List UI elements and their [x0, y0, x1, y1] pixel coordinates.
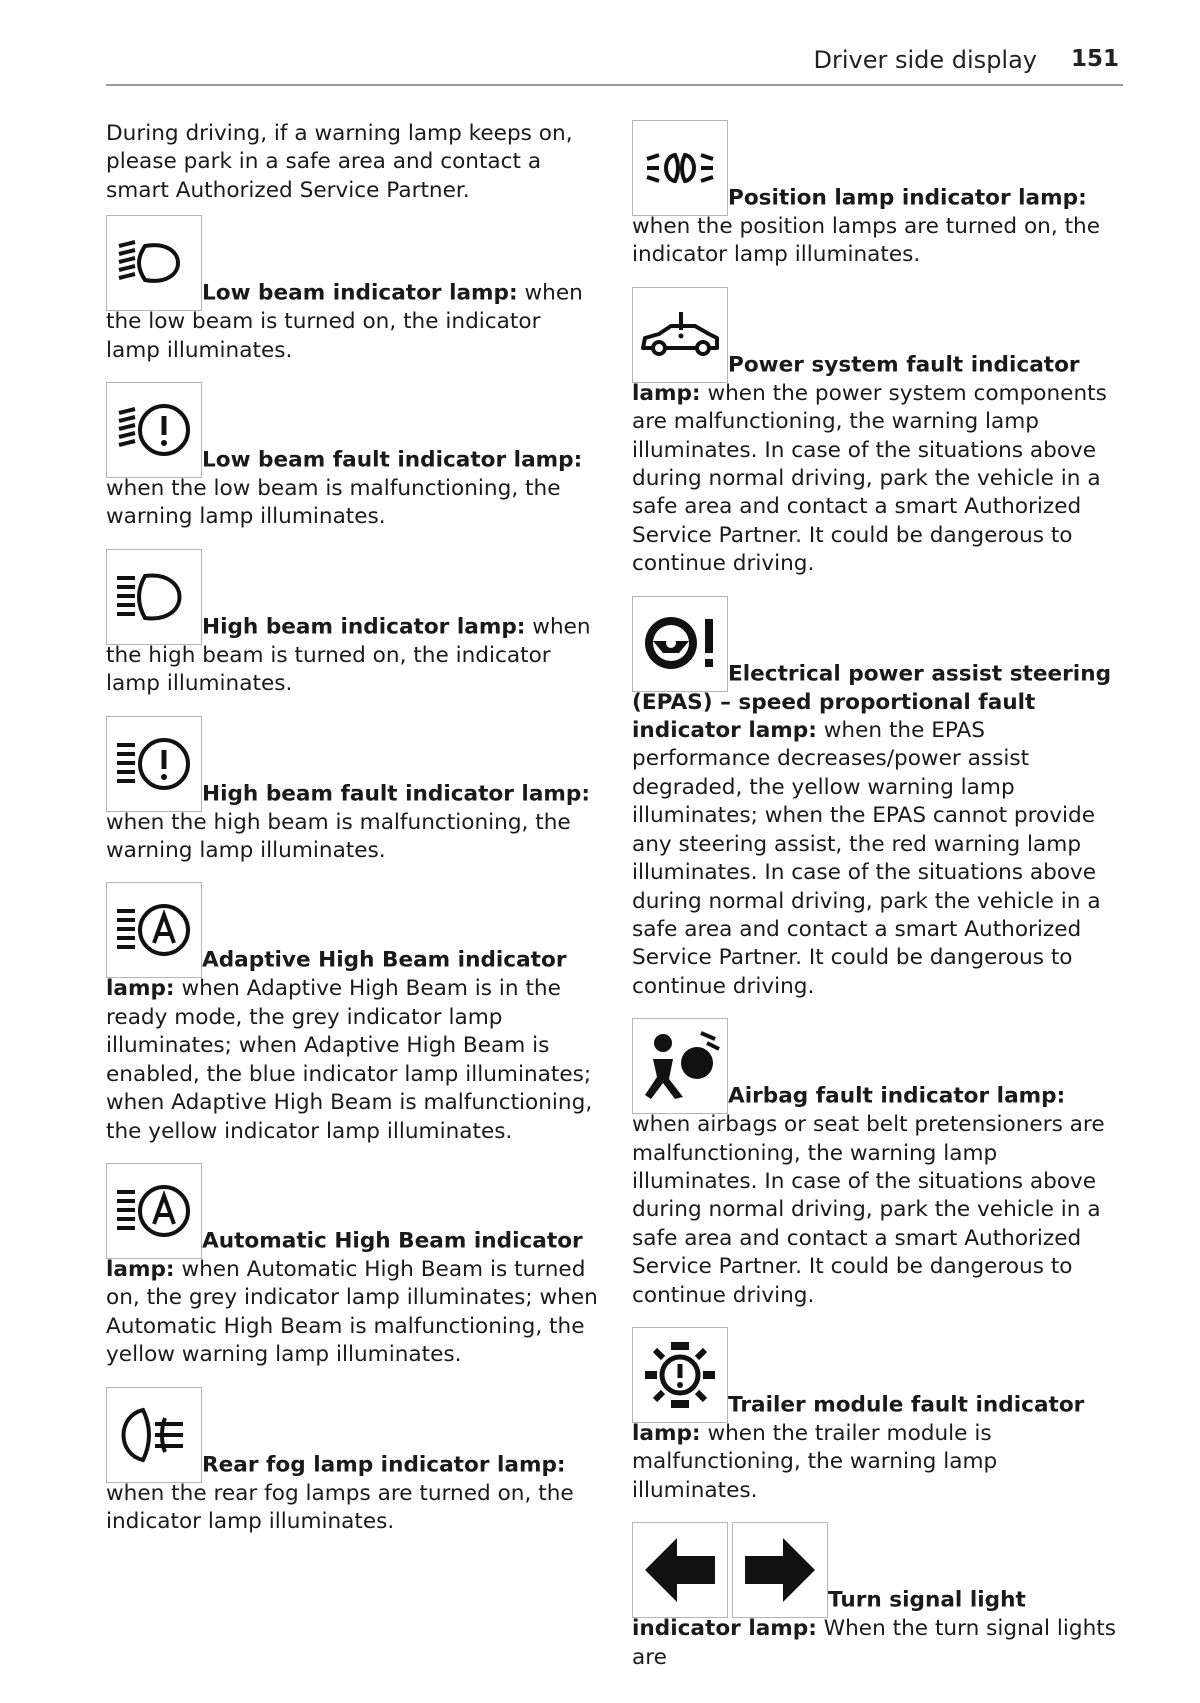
- entry-trailer-module-fault: [632, 1327, 1127, 1505]
- entry-body: when the power system components are malfunctioning, the warning lamp illuminates. In case of the situations above during normal driving, park the vehicle in a safe area and contact a smart Authorized Service Partner. It could be dangerous to continue driving.: [632, 380, 1107, 577]
- entry-body: when the rear fog lamps are turned on, the indicator lamp illuminates.: [106, 1480, 574, 1534]
- rear-fog-lamp-icon: [106, 1387, 202, 1483]
- trailer-module-fault-icon: [632, 1327, 728, 1423]
- entry-title: Airbag fault indicator lamp:: [728, 1083, 1066, 1109]
- epas-fault-icon: [632, 596, 728, 692]
- entry-position-lamp: [632, 120, 1127, 270]
- entry-epas-fault: [632, 596, 1127, 1001]
- entry-power-system-fault: [632, 287, 1127, 579]
- low-beam-fault-icon: [106, 382, 202, 478]
- entry-turn-signal: [632, 1522, 1127, 1672]
- entry-body: when airbags or seat belt pretensioners are malfunctioning, the warning lamp illuminates. In case of the situations above during normal driving, park the vehicle in a safe area and contact a smart Authorized Service Partner. It could be dangerous to continue driving.: [632, 1112, 1105, 1308]
- entry-body: when the high beam is turned on, the indicator lamp illuminates.: [106, 614, 591, 697]
- entry-body: when the EPAS performance decreases/power assist degraded, the yellow warning lamp illuminates; when the EPAS cannot provide any steering assist, the red warning lamp illuminates. In case of the situations above during normal driving, park the vehicle in a safe area and contact a smart Authorized Service Partner. It could be dangerous to continue driving.: [632, 718, 1101, 999]
- entry-body: when the low beam is malfunctioning, the warning lamp illuminates.: [106, 476, 561, 530]
- entry-title: Adaptive High Beam indicator lamp:: [106, 948, 567, 1002]
- entry-high-beam: [106, 549, 601, 699]
- turn-left-arrow-icon: [632, 1522, 728, 1618]
- entry-low-beam: [106, 215, 601, 365]
- entry-title: Turn signal light indicator lamp:: [632, 1587, 1026, 1642]
- entry-airbag-fault: [632, 1018, 1127, 1310]
- entry-automatic-high-beam: [106, 1163, 601, 1370]
- page-header: [106, 44, 1123, 86]
- low-beam-icon: [106, 215, 202, 311]
- section-title: Driver side display: [813, 46, 1037, 74]
- entry-adaptive-high-beam: [106, 882, 601, 1145]
- entry-title: Position lamp indicator lamp:: [728, 185, 1087, 211]
- airbag-fault-icon: [632, 1018, 728, 1114]
- entry-title: Electrical power assist steering (EPAS) – speed proportional fault indicator lamp:: [632, 661, 1112, 744]
- entry-title: High beam indicator lamp:: [202, 614, 526, 640]
- page-number: 151: [1070, 46, 1119, 72]
- position-lamp-icon: [632, 120, 728, 216]
- power-system-fault-icon: [632, 287, 728, 383]
- entry-title: Low beam fault indicator lamp:: [202, 447, 583, 473]
- high-beam-icon: [106, 549, 202, 645]
- entry-title: Low beam indicator lamp:: [202, 280, 518, 306]
- entry-high-beam-fault: [106, 716, 601, 866]
- entry-body: when Automatic High Beam is turned on, the grey indicator lamp illuminates; when Automatic High Beam is malfunctioning, the yellow warning lamp illuminates.: [106, 1256, 598, 1368]
- entry-body: when the low beam is turned on, the indicator lamp illuminates.: [106, 280, 583, 363]
- intro-paragraph: During driving, if a warning lamp keeps on, please park in a safe area and contact a smart Authorized Service Partner.: [106, 121, 573, 203]
- entry-body: when the position lamps are turned on, the indicator lamp illuminates.: [632, 214, 1101, 268]
- entry-title: Automatic High Beam indicator lamp:: [106, 1228, 583, 1282]
- high-beam-fault-icon: [106, 716, 202, 812]
- entry-rear-fog-lamp: [106, 1387, 601, 1537]
- entry-low-beam-fault: [106, 382, 601, 532]
- entry-title: High beam fault indicator lamp:: [202, 781, 590, 807]
- turn-right-arrow-icon: [732, 1522, 828, 1618]
- right-column: [632, 120, 1127, 1672]
- left-column: [106, 120, 601, 1536]
- adaptive-high-beam-icon: [106, 882, 202, 978]
- entry-body: when the trailer module is malfunctioning, the warning lamp illuminates.: [632, 1420, 998, 1503]
- entry-body: When the turn signal lights are: [632, 1616, 1116, 1670]
- entry-title: Rear fog lamp indicator lamp:: [202, 1452, 566, 1478]
- entry-body: when Adaptive High Beam is in the ready mode, the grey indicator lamp illuminates; when Adaptive High Beam is enabled, the blue indicator lamp illuminates; when Adaptive High Beam is malfunctioning, the yellow indicator lamp illuminates.: [106, 976, 593, 1144]
- entry-title: Power system fault indicator lamp:: [632, 352, 1080, 406]
- automatic-high-beam-icon: [106, 1163, 202, 1259]
- entry-title: Trailer module fault indicator lamp:: [632, 1392, 1085, 1446]
- entry-body: when the high beam is malfunctioning, the warning lamp illuminates.: [106, 809, 571, 864]
